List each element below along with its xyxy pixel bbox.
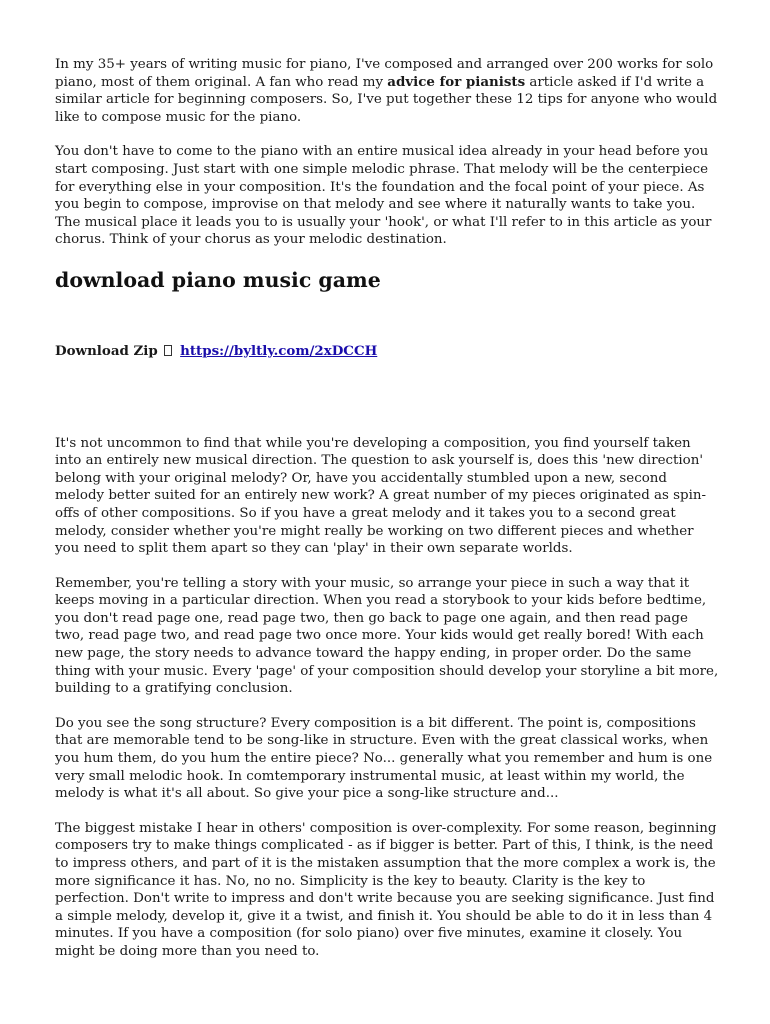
complexity-paragraph: The biggest mistake I hear in others' composition is over-complexity. For some reason, beginning composers try to make things complicated - as if bigger is better. Part of this, I think, is the need to impress others, and part of it is the mistaken assumption that the more complex a work is, the more significance it has. No, no no. Simplicity is the key to beauty. Clarity is the key to perfection. Don't write to impress and don't write because you are seeking significance. Just find a simple melody, develop it, give it a twist, and finish it. You should be able to do it in less than 4 minutes. If you have a composition (for solo piano) over five minutes, examine it closely. You might be doing more than you need to. bbox=[55, 820, 717, 959]
missing-glyph-icon bbox=[164, 345, 172, 356]
download-line bbox=[55, 343, 720, 361]
intro-text-end: article asked if I'd write a similar article for beginning composers. So, I've put together these 12 tips for anyone who would like to compose music for the piano. bbox=[55, 74, 718, 125]
story-paragraph: Remember, you're telling a story with your music, so arrange your piece in such a way that it keeps moving in a particular direction. When you read a storybook to your kids before bedtime, you don't read page one, read page two, then go back to page one again, and then read page two, read page two, and read page two once more. Your kids would get really bored! With each new page, the story needs to advance toward the happy ending, in proper order. Do the same thing with your music. Every 'page' of your composition should develop your storyline a bit more, building to a gratifying conclusion. bbox=[55, 575, 719, 697]
intro-text-start: In my 35+ years of writing music for piano, I've composed and arranged over 200 works for solo piano, most of them original. A fan who read my bbox=[55, 57, 714, 90]
new-direction-paragraph: It's not uncommon to find that while you're developing a composition, you find yourself taken into an entirely new musical direction. The question to ask yourself is, does this 'new direction' belong with your original melody? Or, have you accidentally stumbled upon a new, second melody better suited for an entirely new work? A great number of my pieces originated as spin-offs of other compositions. So if you have a great melody and it takes you to a second great melody, consider whether you're might really be working on two different pieces and whether you need to split them apart so they can 'play' in their own separate worlds. bbox=[55, 435, 707, 557]
melody-paragraph: You don't have to come to the piano with an entire musical idea already in your head before you start composing. Just start with one simple melodic phrase. That melody will be the centerpiece for everything else in your composition. It's the foundation and the focal point of your piece. As you begin to compose, improvise on that melody and see where it naturally wants to take you. The musical place it leads you to is usually your 'hook', or what I'll refer to in this article as your chorus. Think of your chorus as your melodic destination. bbox=[55, 144, 712, 248]
heading-container bbox=[55, 267, 720, 293]
download-link[interactable]: https://byltly.com/2xDCCH bbox=[180, 342, 378, 359]
song-structure-paragraph: Do you see the song structure? Every composition is a bit different. The point is, compositions that are memorable tend to be song-like in structure. Even with the great classical works, when you hum them, do you hum the entire piece? No... generally what you remember and hum is one very small melodic hook. In comtemporary instrumental music, at least within my world, the melody is what it's all about. So give your pice a song-like structure and... bbox=[55, 715, 713, 802]
intro-paragraph bbox=[55, 56, 720, 126]
page-heading: download piano music game bbox=[55, 267, 381, 292]
download-label: Download Zip bbox=[55, 342, 158, 359]
document-page bbox=[55, 56, 720, 978]
advice-for-pianists-bold: advice for pianists bbox=[387, 73, 526, 90]
